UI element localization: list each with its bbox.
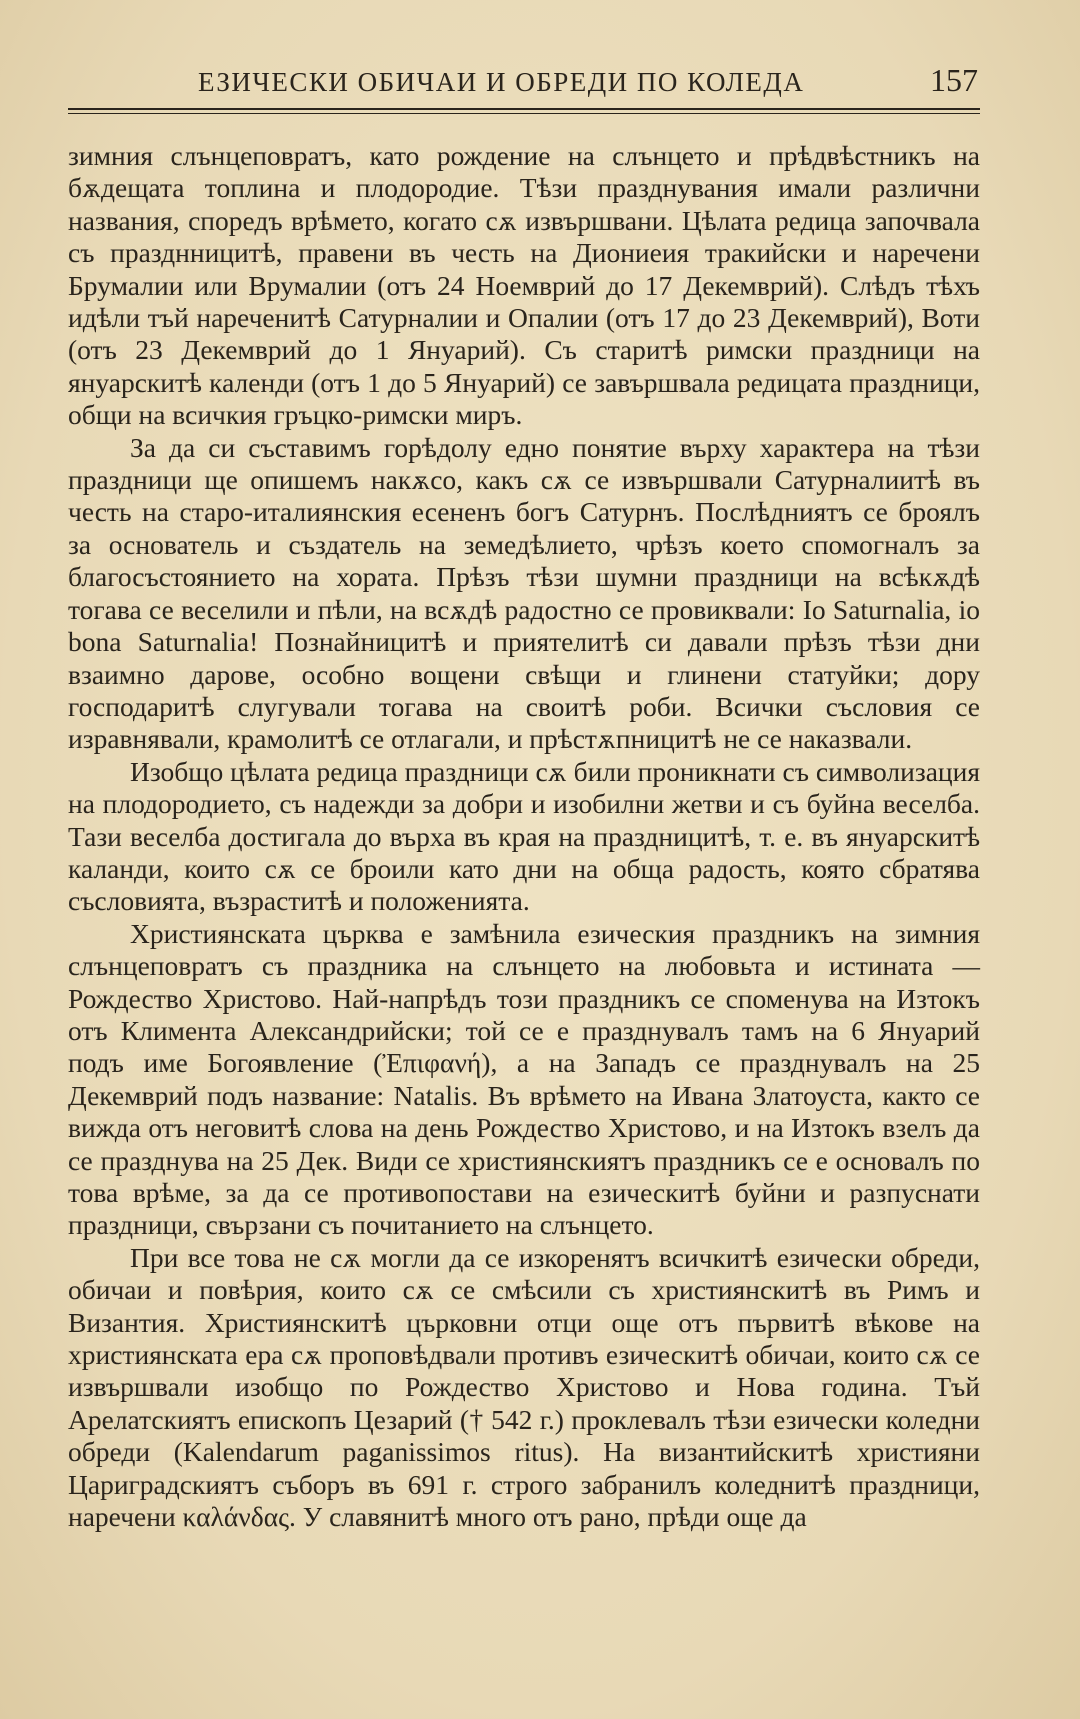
paragraph: Християнската църква е замѣнила езическия праздникъ на зимния слънцеповратъ съ праздника на слънцето на любовьта и истината — Рождество Христово. Най-напрѣдъ този праздникъ се споменува на Изтокъ отъ Климента Александрийски; той се е празднувалъ тамъ на 6 Януарий подъ име Богоявление (Ἐπιφανή), а на Западъ се празднувалъ на 25 Декемврий подъ название: Natalis. Въ врѣмето на Ивана Златоуста, както се вижда отъ неговитѣ слова на день Рождество Христово, и на Изтокъ взелъ да се празднува на 25 Дек. Види се християнскиятъ праздникъ се е основалъ по това врѣме, за да се противопостави на езическитѣ буйни и разпуснати праздници, свързани съ почитанието на слънцето. bbox=[68, 917, 980, 1241]
header-rule bbox=[68, 108, 980, 114]
paragraph: За да си съставимъ горѣдолу едно понятие върху характера на тѣзи праздници ще опишемъ накѫсо, какъ сѫ се извършвали Сатурналиитѣ въ честь на старо-италиянския есененъ богъ Сатурнъ. Послѣдниятъ се броялъ за основатель и създатель на земедѣлието, чрѣзъ което спомогналъ за благосъстоянието на хората. Прѣзъ тѣзи шумни праздници на всѣкѫдѣ тогава се веселили и пѣли, на всѫдѣ радостно се провиквали: Io Saturnalia, io bona Saturnalia! Познайницитѣ и приятелитѣ си давали прѣзъ тѣзи дни взаимно дарове, особно вощени свѣщи и глинени статуйки; дору господаритѣ слугували тогава на своитѣ роби. Всички съсловия се изравнявали, крамолитѣ се отлагали, и прѣстѫпницитѣ не се наказвали. bbox=[68, 431, 980, 755]
page-number: 157 bbox=[930, 62, 978, 98]
body-text bbox=[68, 140, 980, 1533]
paragraph: Изобщо цѣлата редица праздници сѫ били проникнати съ символизация на плодородието, съ надежди за добри и изобилни жетви и съ буйна веселба. Тази веселба достигала до върха въ края на праздницитѣ, т. е. въ януарскитѣ каланди, които сѫ се броили като дни на обща радость, която сбратява съсловията, възраститѣ и положенията. bbox=[68, 755, 980, 917]
running-head: ЕЗИЧЕСКИ ОБИЧАИ И ОБРЕДИ ПО КОЛЕДА bbox=[198, 67, 805, 97]
page-header bbox=[68, 40, 980, 96]
paragraph: зимния слънцеповратъ, като рождение на слънцето и прѣдвѣстникъ на бѫдещата топлина и плодородие. Тѣзи празднувания имали различни названия, споредъ врѣмето, когато сѫ извършвани. Цѣлата редица започвала съ празднницитѣ, правени въ честь на Диониеия тракийски и наречени Брумалии или Врумалии (отъ 24 Ноемврий до 17 Декемврий). Слѣдъ тѣхъ идѣли тъй нареченитѣ Сатурналии и Опалии (отъ 17 до 23 Декемврий), Воти (отъ 23 Декемврий до 1 Януарий). Съ старитѣ римски праздници на януарскитѣ календи (отъ 1 до 5 Януарий) се завършвала редицата праздници, общи на всичкия гръцко-римски миръ. bbox=[68, 140, 980, 431]
paragraph: При все това не сѫ могли да се изкоренятъ всичкитѣ езически обреди, обичаи и повѣрия, които сѫ се смѣсили съ християнскитѣ въ Римъ и Византия. Християнскитѣ църковни отци още отъ първитѣ вѣкове на християнската ера сѫ проповѣдвали противъ езическитѣ обичаи, които сѫ се извършвали изобщо по Рождество Христово и Нова година. Тъй Арелатскиятъ епископъ Цезарий († 542 г.) проклевалъ тѣзи езически коледни обреди (Kalendarum paganissimos ritus). На византийскитѣ християни Цариградскиятъ съборъ въ 691 г. строго забранилъ коледнитѣ праздници, наречени καλάνδας. У славянитѣ много отъ рано, прѣди още да bbox=[68, 1241, 980, 1533]
